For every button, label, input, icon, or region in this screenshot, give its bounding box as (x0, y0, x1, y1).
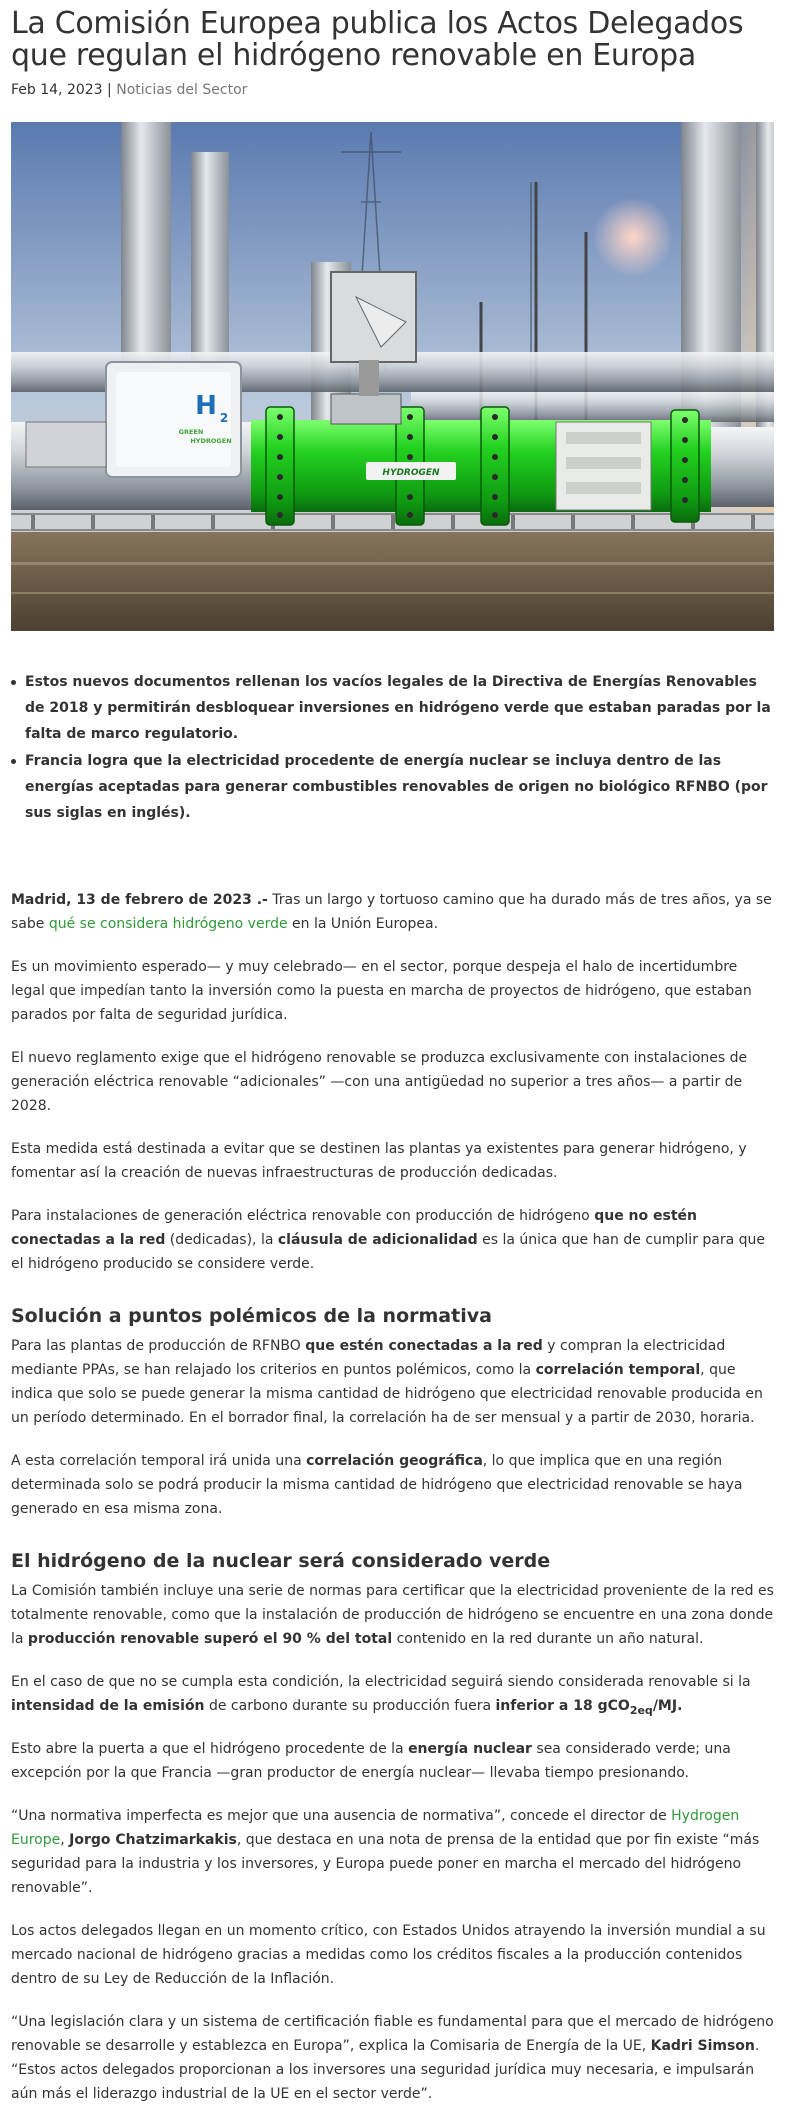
h2-badge-letter: H (195, 391, 217, 421)
badge-line-1: GREEN (178, 428, 204, 436)
paragraph: “Una legislación clara y un sistema de certificación fiable es fundamental para que el mercado de hidrógeno renovable se desarrolle y establezca en Europa”, explica la Comisaria de Energía de la UE, Kadri Simson. “Estos actos delegados proporcionan a los inversores una seguridad jurídica muy necesaria, e impulsarán aún más el liderazgo industrial de la UE en el sector verde”. (11, 2014, 774, 2102)
highlight-item: Francia logra que la electricidad procedente de energía nuclear se incluya dentro de las energías aceptadas para generar combustibles renovables de origen no biológico RFNBO (por sus siglas en inglés). (25, 748, 774, 826)
section-heading: Solución a puntos polémicos de la normativa (11, 1305, 492, 1327)
dateline: Madrid, 13 de febrero de 2023 .- (11, 892, 268, 908)
paragraph: Es un movimiento esperado— y muy celebrado— en el sector, porque despeja el halo de incertidumbre legal que impedían tanto la inversión como la puesta en marcha de proyectos de hidrógeno, que estaban parados por falta de seguridad jurídica. (11, 959, 752, 1023)
article (0, 8, 785, 2106)
article-title: La Comisión Europea publica los Actos Delegados que regulan el hidrógeno renovable en Europa (11, 6, 744, 73)
article-meta (11, 82, 774, 98)
paragraph: Para las plantas de producción de RFNBO que estén conectadas a la red y compran la electricidad mediante PPAs, se han relajado los criterios en puntos polémicos, como la correlación temporal, que indica que solo se puede generar la misma cantidad de hidrógeno que electricidad renovable producida en un período determinado. En el borrador final, la correlación ha de ser mensual y a partir de 2030, horaria. (11, 1338, 763, 1426)
highlight-item: Estos nuevos documentos rellenan los vacíos legales de la Directiva de Energías Renovables de 2018 y permitirán desbloquear inversiones en hidrógeno verde que estaban paradas por la falta de marco regulatorio. (25, 669, 774, 747)
hero-image (11, 122, 774, 631)
meta-separator: | (107, 82, 112, 98)
paragraph: Para instalaciones de generación eléctrica renovable con producción de hidrógeno que no estén conectadas a la red (dedicadas), la cláusula de adicionalidad es la única que han de cumplir para que el hidrógeno producido se considere verde. (11, 1208, 766, 1272)
category-link[interactable]: Noticias del Sector (116, 82, 248, 98)
paragraph: La Comisión también incluye una serie de normas para certificar que la electricidad proveniente de la red es totalmente renovable, como que la instalación de producción de hidrógeno se encuentre en una zona donde la producción renovable superó el 90 % del total contenido en la red durante un año natural. (11, 1583, 774, 1647)
badge-line-2: HYDROGEN (190, 437, 232, 445)
article-date: Feb 14, 2023 (11, 82, 103, 98)
paragraph: Madrid, 13 de febrero de 2023 .- Tras un largo y tortuoso camino que ha durado más de tres años, ya se sabe qué se considera hidrógeno verde en la Unión Europea. (11, 892, 772, 932)
paragraph: Esto abre la puerta a que el hidrógeno procedente de la energía nuclear sea considerado verde; una excepción por la que Francia —gran productor de energía nuclear— llevaba tiempo presionando. (11, 1741, 731, 1781)
paragraph: Los actos delegados llegan en un momento crítico, con Estados Unidos atrayendo la inversión mundial a su mercado nacional de hidrógeno gracias a medidas como los créditos fiscales a la producción contenidos dentro de su Ley de Reducción de la Inflación. (11, 1923, 766, 1987)
paragraph: “Una normativa imperfecta es mejor que una ausencia de normativa”, concede el director de Hydrogen Europe, Jorgo Chatzimarkakis, que destaca en una nota de prensa de la entidad que por fin existe “más seguridad para la industria y los inversores, y Europa puede poner en marcha el mercado del hidrógeno renovable”. (11, 1808, 760, 1896)
article-body (11, 888, 774, 2106)
paragraph: Esta medida está destinada a evitar que se destinen las plantas ya existentes para generar hidrógeno, y fomentar así la creación de nuevas infraestructuras de producción dedicadas. (11, 1141, 747, 1181)
hydrogen-europe-link[interactable]: Hydrogen Europe (11, 1808, 740, 1848)
green-hydrogen-link[interactable]: qué se considera hidrógeno verde (48, 916, 288, 932)
paragraph: El nuevo reglamento exige que el hidrógeno renovable se produzca exclusivamente con instalaciones de generación eléctrica renovable “adicionales” —con una antigüedad no superior a tres años— a partir de 2028. (11, 1050, 748, 1114)
paragraph: A esta correlación temporal irá unida una correlación geográfica, lo que implica que en una región determinada solo se podrá producir la misma cantidad de hidrógeno que electricidad renovable se haya generado en esa misma zona. (11, 1453, 743, 1517)
section-heading: El hidrógeno de la nuclear será considerado verde (11, 1550, 551, 1572)
paragraph: En el caso de que no se cumpla esta condición, la electricidad seguirá siendo considerada renovable si la intensidad de la emisión de carbono durante su producción fuera inferior a 18 gCO$_{2eq}$/MJ. (11, 1674, 751, 1717)
pipe-label: HYDROGEN (382, 468, 440, 478)
h2-badge-subscript: 2 (219, 411, 229, 425)
green-hydrogen-pipeline-illustration (11, 122, 774, 631)
highlights-list (11, 669, 774, 826)
